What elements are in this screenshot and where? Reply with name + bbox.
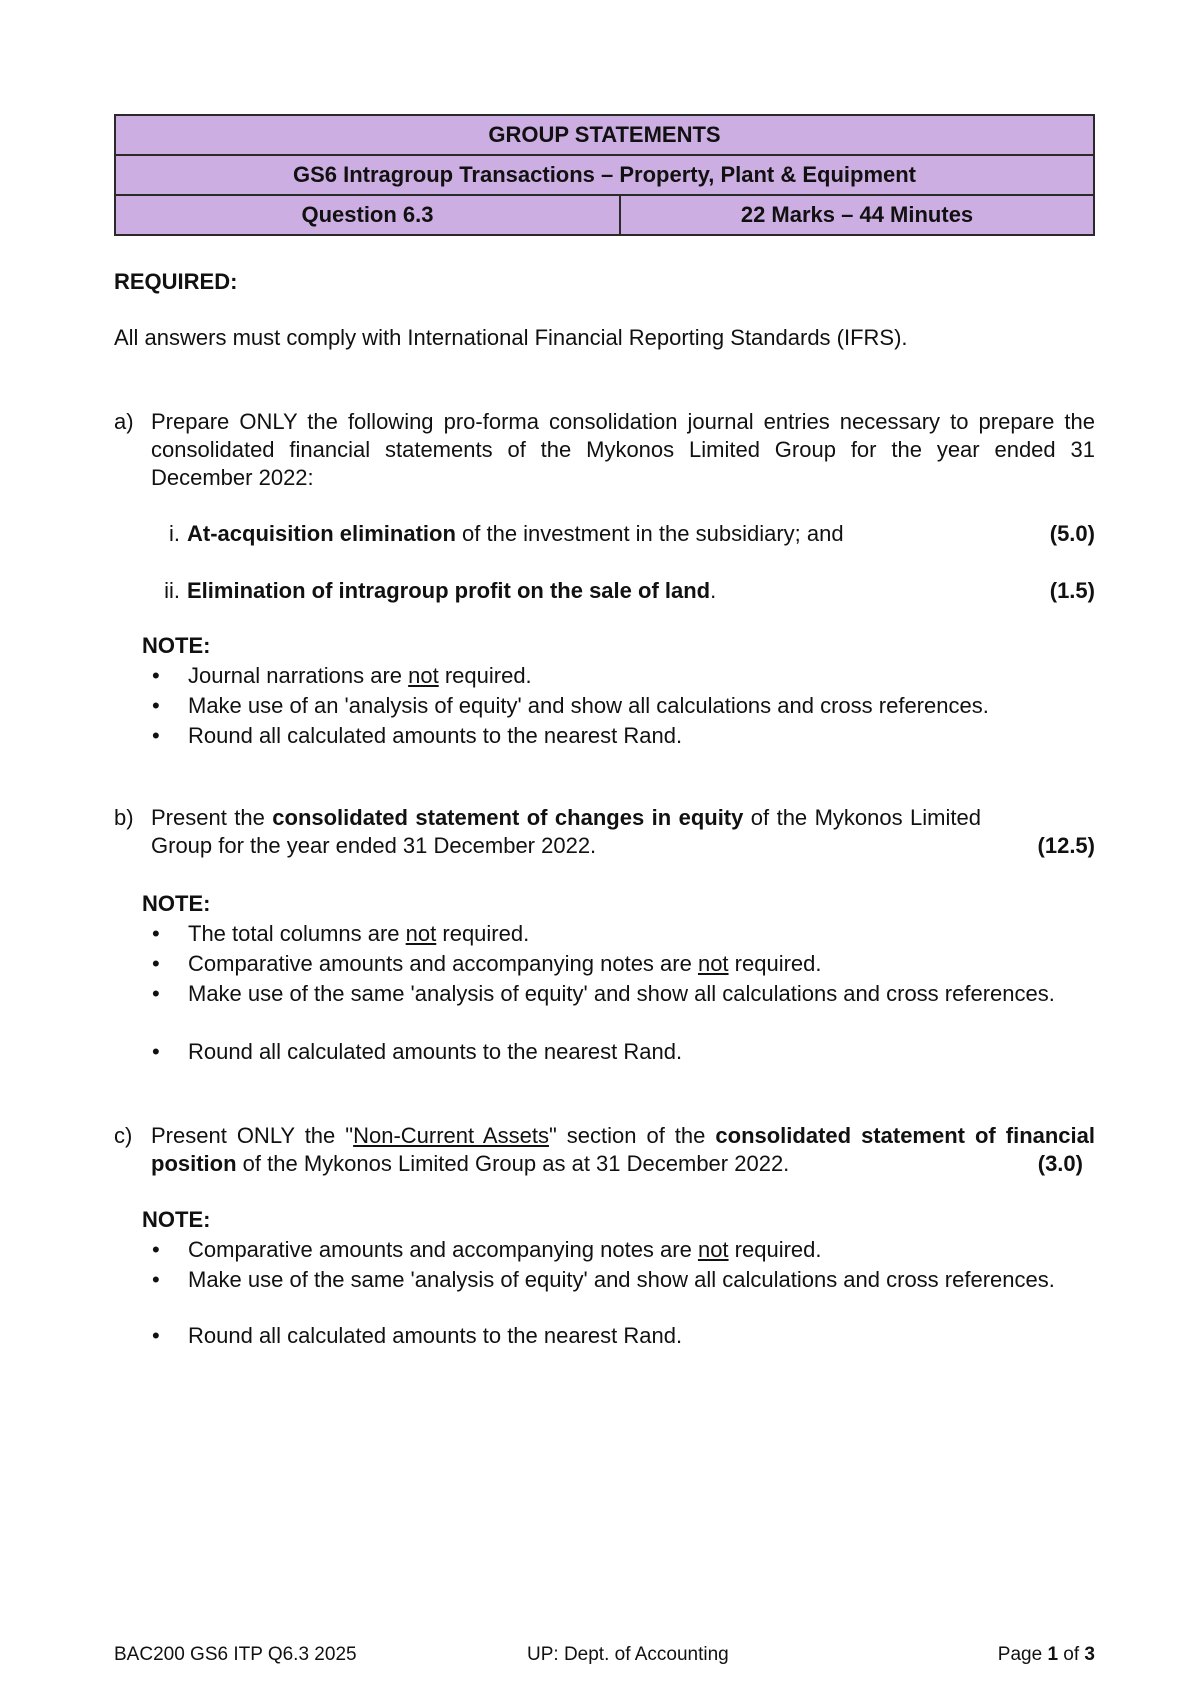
part-b-marks: (12.5) — [1037, 833, 1095, 858]
part-a-item-1-marks: (5.0) — [1049, 521, 1095, 546]
part-a-item-1-num: i. — [169, 521, 180, 546]
part-a-note-2: • Make use of an 'analysis of equity' and show all calculations and cross references. — [188, 692, 989, 720]
part-b-note-3: • Make use of the same 'analysis of equity' and show all calculations and cross references. — [188, 980, 1095, 1008]
part-c-marks: (3.0) — [1037, 1151, 1083, 1176]
part-c-note-3: • Round all calculated amounts to the nearest Rand. — [188, 1322, 682, 1350]
subtitle-cell: GS6 Intragroup Transactions – Property, Plant & Equipment — [115, 155, 1094, 195]
part-a-text: Prepare ONLY the following pro-forma consolidation journal entries necessary to prepare the consolidated financial statements of the Mykonos Limited Group for the year ended 31 December 2022: — [151, 409, 1095, 490]
part-a-note-heading: NOTE: — [142, 633, 211, 658]
part-a-item-2-num: ii. — [164, 578, 180, 603]
footer-page-number: Page 1 of 3 — [997, 1644, 1095, 1665]
part-c-note-heading: NOTE: — [142, 1207, 211, 1232]
footer-left: BAC200 GS6 ITP Q6.3 2025 — [114, 1644, 357, 1665]
part-c-note-2: • Make use of the same 'analysis of equity' and show all calculations and cross references. — [188, 1266, 1095, 1294]
marks-time-cell: 22 Marks – 44 Minutes — [620, 195, 1094, 235]
part-b-note-2: • Comparative amounts and accompanying notes are not required. — [188, 950, 822, 978]
part-b-text: Present the consolidated statement of changes in equity of the Mykonos Limited Group for the year ended 31 December 2022. — [151, 805, 981, 858]
part-a-item-2-marks: (1.5) — [1049, 578, 1095, 603]
part-a-label: a) — [114, 409, 134, 434]
intro-text: All answers must comply with International Financial Reporting Standards (IFRS). — [114, 325, 908, 350]
part-b-note-4: • Round all calculated amounts to the nearest Rand. — [188, 1038, 682, 1066]
part-b-note-heading: NOTE: — [142, 891, 211, 916]
part-b-label: b) — [114, 805, 134, 830]
part-a-item-1-text: At-acquisition elimination of the investment in the subsidiary; and — [187, 521, 844, 546]
title-cell: GROUP STATEMENTS — [115, 115, 1094, 155]
part-c-text: Present ONLY the "Non-Current Assets" section of the consolidated statement of financial position of the Mykonos Limited Group as at 31 December 2022. — [151, 1123, 1095, 1176]
part-b-note-1: • The total columns are not required. — [188, 920, 529, 948]
question-cell: Question 6.3 — [115, 195, 620, 235]
footer-center: UP: Dept. of Accounting — [527, 1644, 729, 1665]
part-a-item-2-text: Elimination of intragroup profit on the sale of land. — [187, 578, 717, 603]
part-a-note-1: • Journal narrations are not required. — [188, 662, 532, 690]
part-c-label: c) — [114, 1123, 133, 1148]
required-heading: REQUIRED: — [114, 269, 238, 294]
part-c-note-1: • Comparative amounts and accompanying notes are not required. — [188, 1236, 822, 1264]
part-a-note-3: • Round all calculated amounts to the nearest Rand. — [188, 722, 682, 750]
title-table — [114, 114, 1095, 236]
